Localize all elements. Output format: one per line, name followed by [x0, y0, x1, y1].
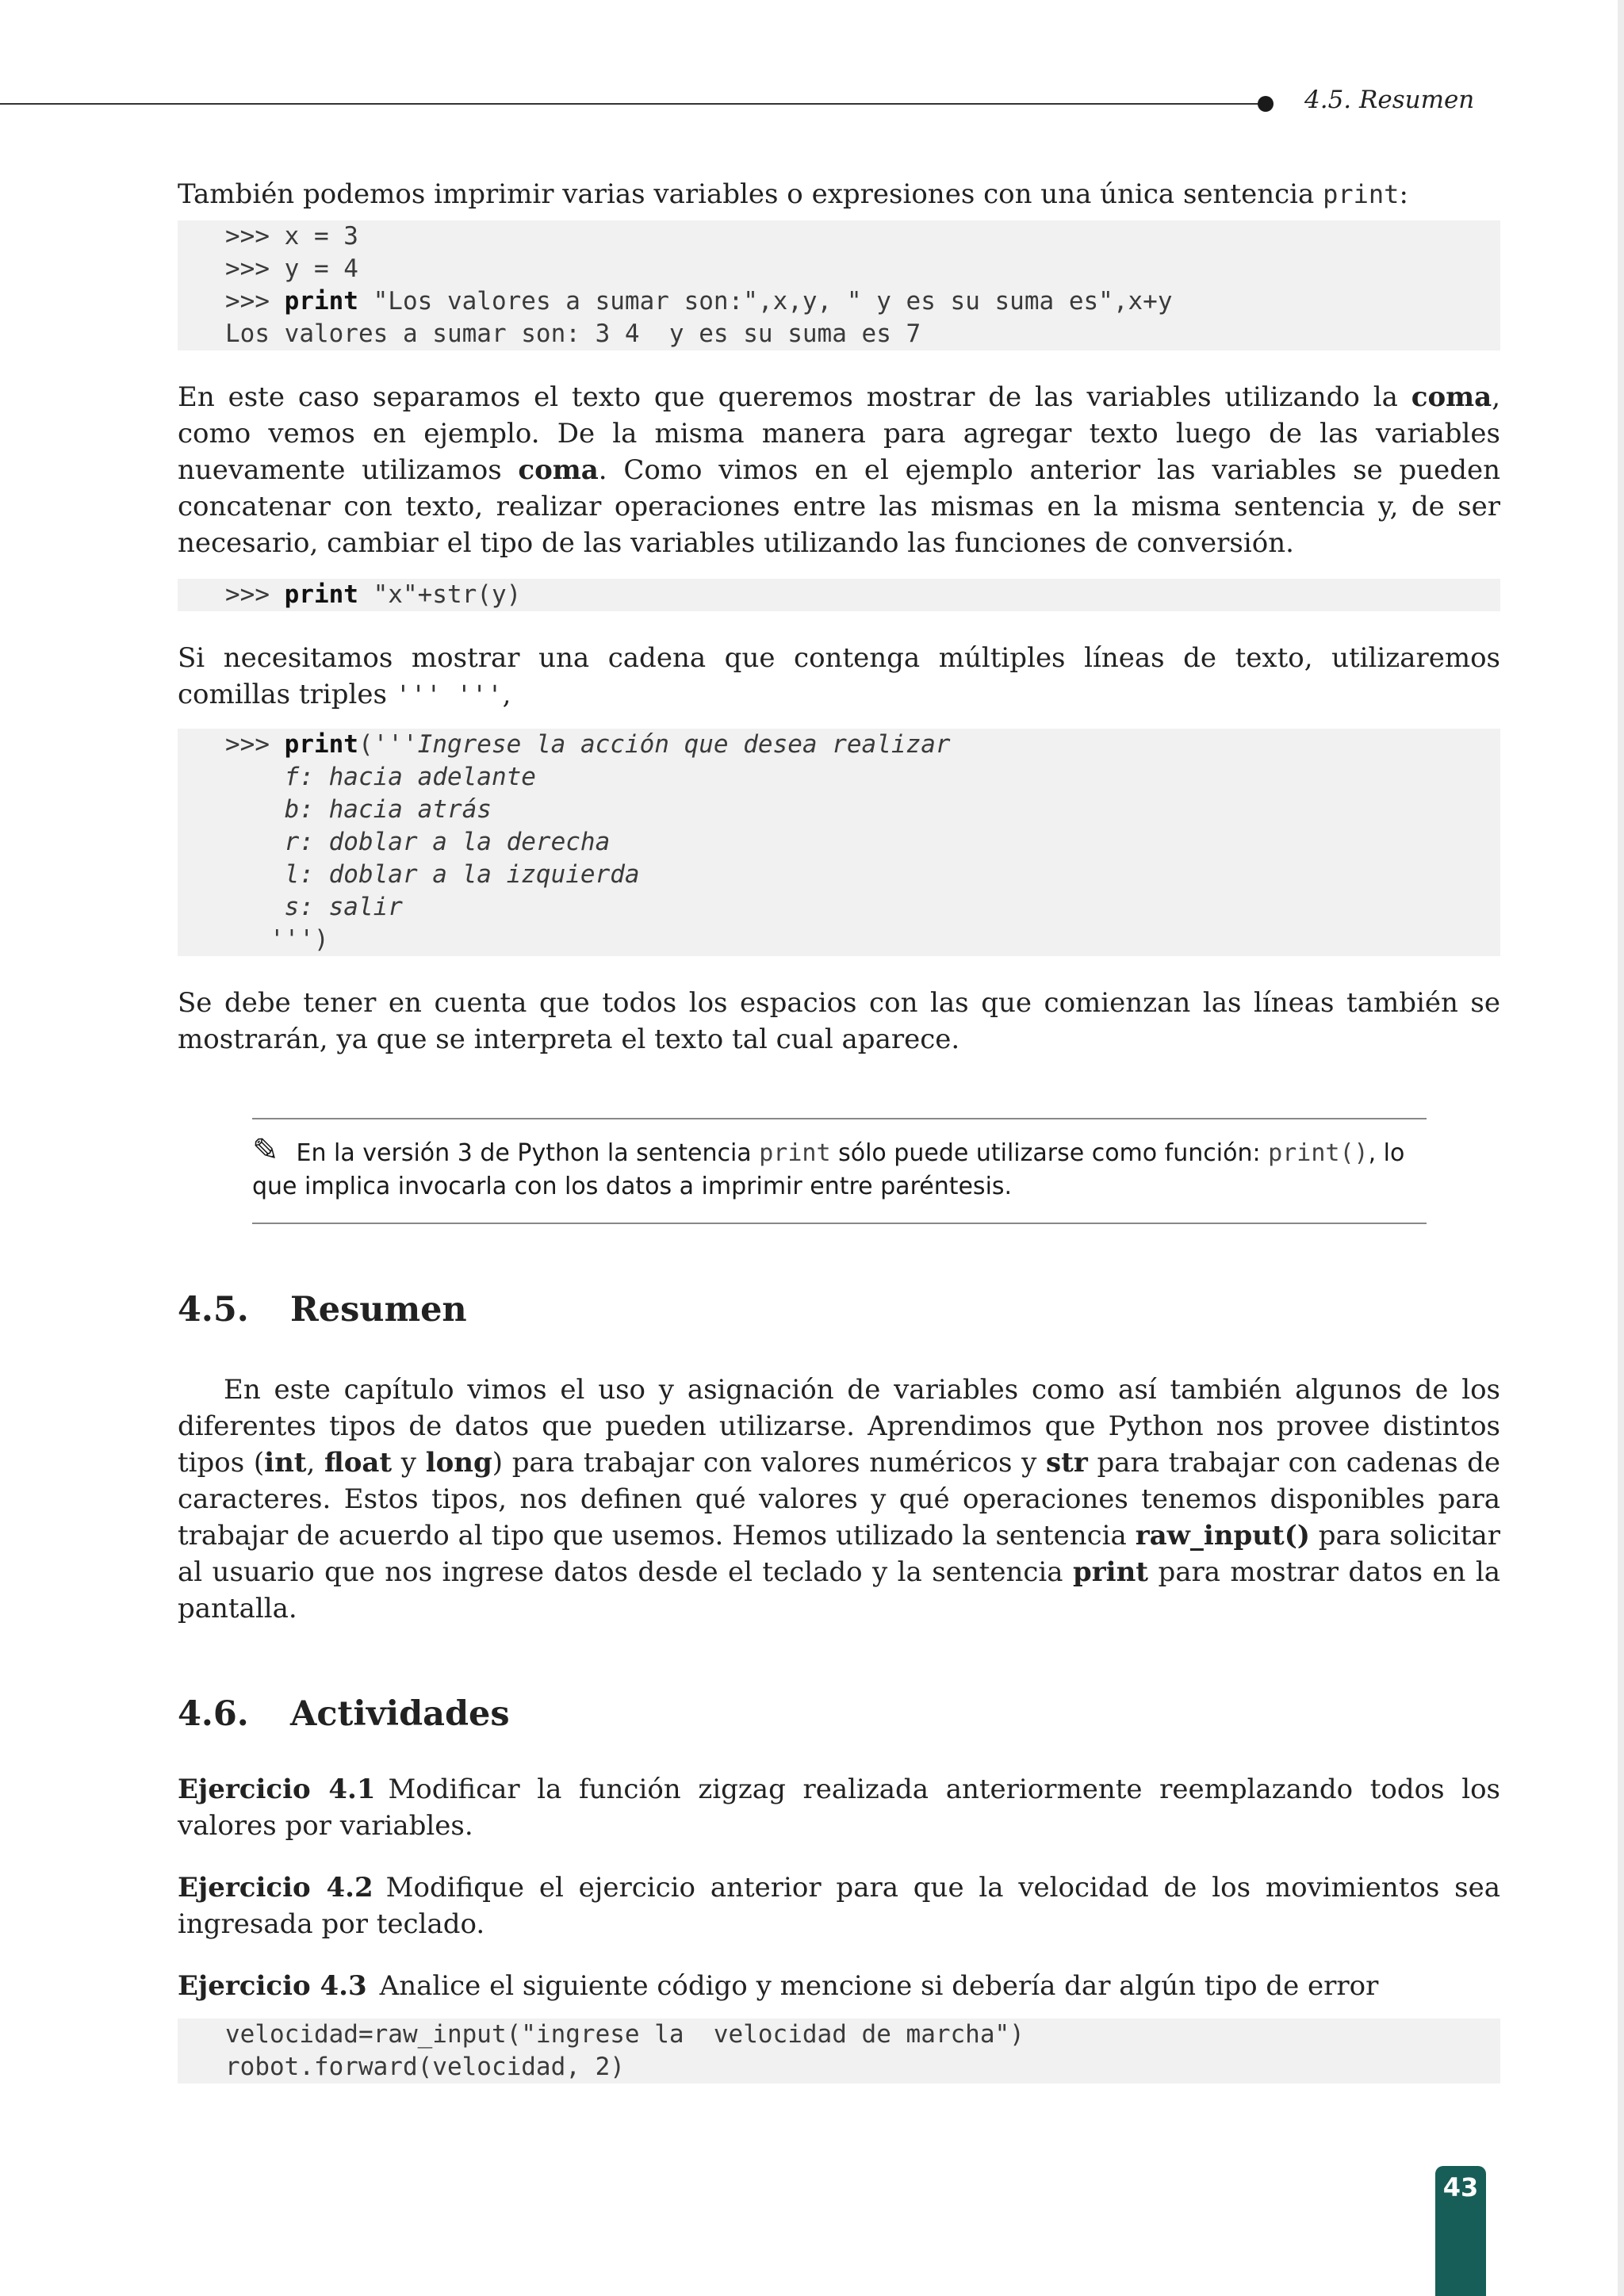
code-block-print-vars: >>> x = 3 >>> y = 4 >>> print "Los valores a sumar son:",x,y, " y es su suma es",x+y Los valores a sumar son: 3 4 y es su suma es 7: [178, 220, 1500, 350]
section-heading-actividades: 4.6. Actividades: [178, 1694, 510, 1734]
page-number-tab: [1435, 2166, 1486, 2296]
code-block-exercise: velocidad=raw_input("ingrese la velocidad de marcha") robot.forward(velocidad, 2): [178, 2019, 1500, 2084]
page-content: [178, 176, 1500, 2084]
triple-quotes-paragraph: Si necesitamos mostrar una cadena que contenga múltiples líneas de texto, utilizaremos comillas triples ''' ''',: [178, 642, 1500, 710]
exercise-item: Ejercicio 4.2 Modifique el ejercicio anterior para que la velocidad de los movimientos sea ingresada por teclado.: [178, 1872, 1500, 1940]
spaces-paragraph: Se debe tener en cuenta que todos los espacios con las que comienzan las líneas también se mostrarán, ya que se interpreta el texto tal cual aparece.: [178, 987, 1500, 1055]
inline-code: print: [1323, 179, 1400, 209]
summary-paragraph: En este capítulo vimos el uso y asignación de variables como así también algunos de los diferentes tipos de datos que pueden utilizarse. Aprendimos que Python nos provee distintos tipos (int, float y long) para trabajar con valores numéricos y str para trabajar con cadenas de caracteres. Estos tipos, nos definen qué valores y qué operaciones tenemos disponibles para trabajar de acuerdo al tipo que usemos. Hemos utilizado la sentencia raw_input() para solicitar al usuario que nos ingrese datos desde el teclado y la sentencia print para mostrar datos en la pantalla.: [178, 1374, 1501, 1624]
intro-paragraph: También podemos imprimir varias variables o expresiones con una única sentencia print:: [178, 178, 1408, 210]
comma-paragraph: En este caso separamos el texto que queremos mostrar de las variables utilizando la coma, como vemos en ejemplo. De la misma manera para agregar texto luego de las variables nuevamente utilizamos coma. Como vimos en el ejemplo anterior las variables se pueden concatenar con texto, realizar operaciones entre las mismas en la misma sentencia y, de ser necesario, cambiar el tipo de las variables utilizando las funciones de conversión.: [178, 381, 1500, 559]
code-block-multiline: >>> print('''Ingrese la acción que desea realizar f: hacia adelante b: hacia atrás r: doblar a la derecha l: doblar a la izquierda s: salir '''): [178, 729, 1500, 956]
header-bullet: [1258, 96, 1274, 112]
header-rule: [0, 103, 1266, 105]
exercise-item: Ejercicio 4.1 Modificar la función zigzag realizada anteriormente reemplazando todos los valores por variables.: [178, 1774, 1500, 1842]
pencil-icon: ✎: [252, 1132, 279, 1169]
code-block-concat: >>> print "x"+str(y): [178, 579, 1500, 611]
page-edge-strip: [1618, 0, 1624, 2296]
section-heading-resumen: 4.5. Resumen: [178, 1290, 467, 1330]
page-number: 43: [1442, 2172, 1479, 2202]
version-note: ✎ En la versión 3 de Python la sentencia print sólo puede utilizarse como función: print(), lo que implica invocarla con los datos a imprimir entre paréntesis.: [252, 1118, 1427, 1224]
running-header: 4.5. Resumen: [1304, 86, 1475, 114]
exercise-item: Ejercicio 4.3 Analice el siguiente código y mencione si debería dar algún tipo de error: [178, 1970, 1379, 2002]
